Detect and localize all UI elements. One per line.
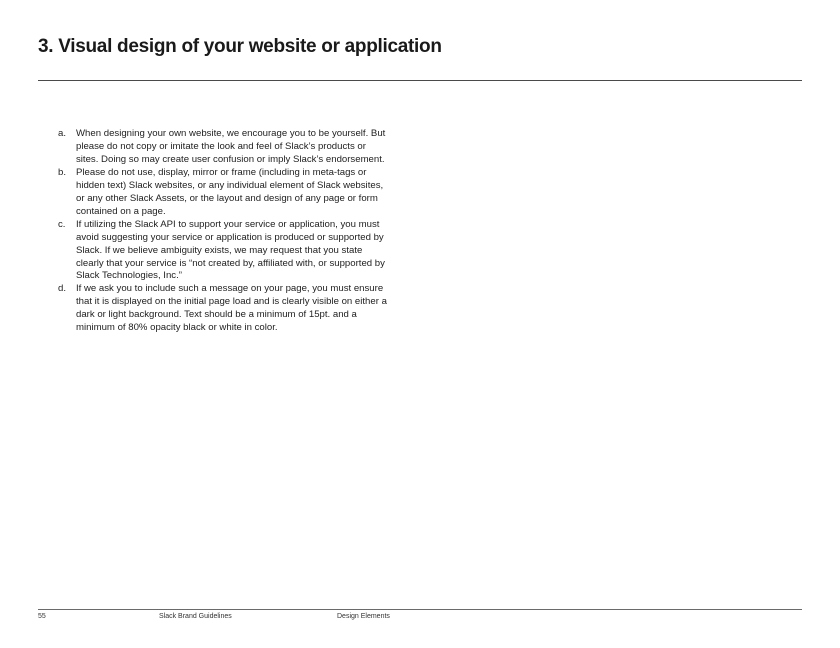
footer-divider	[38, 609, 802, 610]
list-item	[58, 219, 388, 284]
list-item-text: Please do not use, display, mirror or frame (including in meta-tags or hidden text) Slack websites, or any individual element of Slack websites, or any other Slack Assets, or the layout and design of any page or form contained on a page.	[76, 166, 384, 217]
title-divider	[38, 80, 802, 81]
list-item-text: If we ask you to include such a message on your page, you must ensure that it is displayed on the initial page load and is clearly visible on either a dark or light background. Text should be a minimum of 15pt. and a minimum of 80% opacity black or white in color.	[76, 283, 387, 334]
document-title: Slack Brand Guidelines	[159, 613, 232, 620]
page-title: 3. Visual design of your website or application	[38, 36, 442, 57]
list-item-text: When designing your own website, we encourage you to be yourself. But please do not copy or imitate the look and feel of Slack’s products or sites. Doing so may create user confusion or imply Slack’s endorsement.	[76, 128, 386, 165]
list-item-text: If utilizing the Slack API to support your service or application, you must avoid suggesting your service or application is produced or supported by Slack. If we believe ambiguity exists, we may request that you state clearly that your service is “not created by, affiliated with, or supported by Slack Technologies, Inc.”	[76, 218, 385, 282]
page-number: 55	[38, 613, 46, 620]
list-item	[58, 167, 388, 219]
list-item	[58, 128, 388, 167]
section-name: Design Elements	[337, 613, 390, 620]
list-marker: a.	[58, 128, 67, 139]
guideline-list	[58, 128, 388, 335]
list-marker: c.	[58, 218, 66, 230]
list-marker: b.	[58, 166, 67, 178]
list-item	[58, 283, 388, 335]
list-marker: d.	[58, 283, 67, 295]
